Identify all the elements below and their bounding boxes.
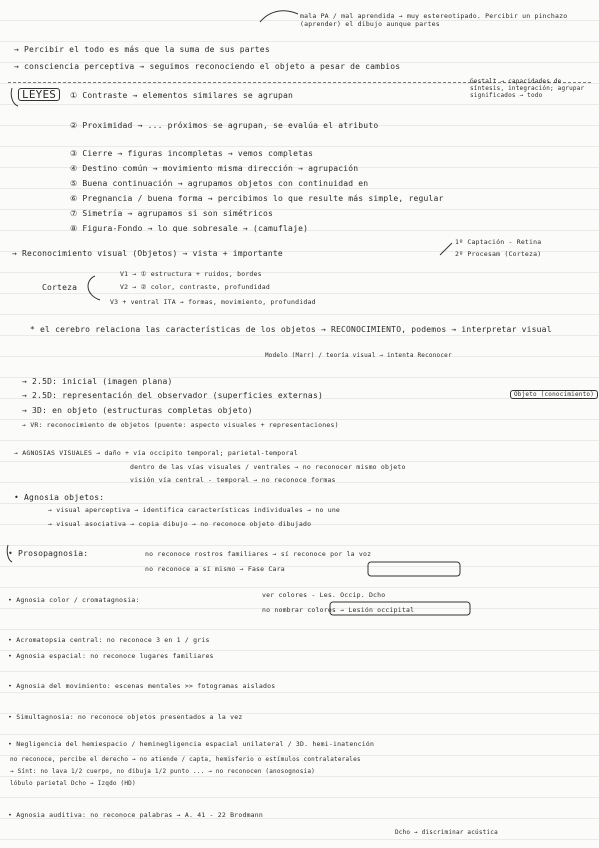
prosopagnosia-title: • Prosopagnosia: [8, 549, 89, 558]
brain-relates-line: * el cerebro relaciona las características de los objetos → RECONOCIMIENTO, podemos → interpretar visual [30, 325, 552, 334]
law-7: ⑦ Simetría → agrupamos si son simétricos [70, 209, 274, 218]
marr-step-2: → 2.5D: representación del observador (superficies externas) [22, 391, 323, 400]
object-knowledge-box: Objeto (conocimiento) [510, 390, 598, 399]
prosopagnosia-1: no reconoce rostros familiares → sí reconoce por la voz [145, 550, 372, 558]
recognition-note-1: 1º Captación - Retina [455, 238, 542, 246]
header-line-1: → Percibir el todo es más que la suma de sus partes [14, 45, 270, 54]
neglect-2: → Sínt: no lava 1/2 cuerpo, no dibuja 1/2 punto ... → no reconocen (anosognosia) [10, 768, 315, 775]
spatial-agnosia: • Agnosia espacial: no reconoce lugares familiares [8, 652, 214, 660]
marr-step-4: → VR: reconocimiento de objetos (puente: aspecto visuales + representaciones) [22, 421, 339, 429]
gestalt-side-note: Gestalt → capacidades de síntesis, integración; agrupar significados → todo [470, 78, 585, 99]
simultagnosia: • Simultagnosia: no reconoce objetos presentados a la vez [8, 713, 243, 721]
top-note: mala PA / mal aprendida → muy estereotipado. Percibir un pinchazo (aprender) el dibujo aunque partes [300, 12, 568, 28]
recognition-note-2: 2º Procesam (Corteza) [455, 250, 542, 258]
law-5: ⑤ Buena continuación → agrupamos objetos con continuidad en [70, 179, 369, 188]
achromatopsia: • Acromatopsia central: no reconoce 3 en 1 / gris [8, 636, 210, 644]
agnosias-sub-1: dentro de las vías visuales / ventrales → no reconocer mismo objeto [130, 463, 406, 471]
recognition-title: → Reconocimiento visual (Objetos) → vista + importante [12, 249, 283, 258]
color-agnosia-title: • Agnosia color / cromatagnosia: [8, 596, 140, 604]
law-1: ① Contraste → elementos similares se agrupan [70, 91, 294, 100]
header-line-2: → consciencia perceptiva → seguimos reconociendo el objeto a pesar de cambios [14, 62, 401, 71]
marr-step-3: → 3D: en objeto (estructuras completas objeto) [22, 406, 253, 415]
v3-line: V3 + ventral ITA → formas, movimiento, profundidad [110, 298, 316, 306]
law-4: ④ Destino común → movimiento misma dirección → agrupación [70, 164, 359, 173]
law-8: ⑧ Figura-Fondo → lo que sobresale → (camuflaje) [70, 224, 309, 233]
auditory-agnosia: • Agnosia auditiva: no reconoce palabras → A. 41 - 22 Brodmann [8, 811, 264, 819]
object-agnosia-1: → visual aperceptiva → identifica características individuales → no une [48, 506, 341, 514]
marr-label: Modelo (Marr) / teoría visual → intenta Reconocer [265, 352, 452, 359]
neglect-3: lóbulo parietal Dcho → Izqdo (HD) [10, 780, 136, 787]
prosopagnosia-2: no reconoce a sí mismo → Fase Cara [145, 565, 285, 573]
law-6: ⑥ Pregnancia / buena forma → percibimos lo que resulte más simple, regular [70, 194, 444, 203]
laws-title: LEYES [18, 88, 60, 101]
movement-agnosia: • Agnosia del movimiento: escenas mentales >> fotogramas aislados [8, 682, 276, 690]
object-agnosia-2: → visual asociativa → copia dibujo → no reconoce objeto dibujado [48, 520, 312, 528]
law-2: ② Proximidad → ... próximos se agrupan, se evalúa el atributo [70, 121, 379, 130]
agnosias-header: → AGNOSIAS VISUALES → daño + vía occipito temporal; parietal-temporal [14, 449, 298, 457]
cortex-label: Corteza [42, 283, 78, 292]
marr-step-1: → 2.5D: inicial (imagen plana) [22, 377, 173, 386]
color-agnosia-2: no nombrar colores → Lesión occipital [262, 606, 415, 614]
v1-line: V1 → ① estructura + ruidos, bordes [120, 270, 262, 278]
v2-line: V2 → ② color, contraste, profundidad [120, 283, 270, 291]
neglect-title: • Negligencia del hemiespacio / heminegligencia espacial unilateral / 3D. hemi-inatención [8, 740, 375, 748]
color-agnosia-1: ver colores - Les. Occip. Dcho [262, 591, 386, 599]
object-agnosia-title: • Agnosia objetos: [14, 493, 105, 502]
agnosias-sub-2: visión vía central - temporal → no reconoce formas [130, 476, 336, 484]
neglect-1: no reconoce, percibe el derecho → no atiende / capta, hemisferio o estímulos contralaterales [10, 756, 361, 763]
footer-note: Dcho → discriminar acústica [395, 829, 498, 836]
law-3: ③ Cierre → figuras incompletas → vemos completas [70, 149, 314, 158]
